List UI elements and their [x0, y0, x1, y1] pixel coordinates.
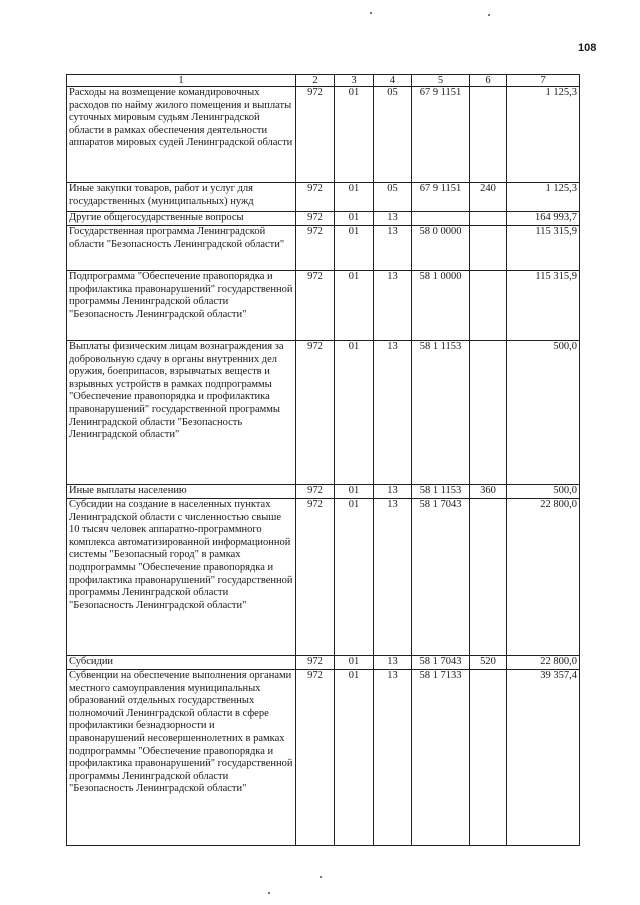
amount-cell: 1 125,3 — [507, 87, 580, 183]
row-name-cell: Иные выплаты населению — [67, 485, 296, 499]
admin-code-cell: 972 — [296, 271, 335, 341]
subsection-cell: 13 — [374, 485, 412, 499]
row-name-cell: Подпрограмма "Обеспечение правопорядка и профилактика правонарушений" государственной программы Ленинградской области "Безопасность Ленинградской области" — [67, 271, 296, 341]
subsection-cell: 13 — [374, 656, 412, 670]
table-row — [67, 226, 580, 271]
admin-code-cell: 972 — [296, 656, 335, 670]
subsection-cell: 13 — [374, 341, 412, 485]
amount-cell: 164 993,7 — [507, 212, 580, 226]
table-header-row — [67, 75, 580, 87]
expense-type-cell — [470, 271, 507, 341]
admin-code-cell: 972 — [296, 341, 335, 485]
table-row — [67, 87, 580, 183]
target-article-cell: 58 1 1153 — [412, 341, 470, 485]
section-cell: 01 — [335, 485, 374, 499]
scan-speck — [320, 876, 322, 878]
row-name-cell: Субсидии — [67, 656, 296, 670]
target-article-cell: 58 1 7043 — [412, 499, 470, 656]
amount-cell: 1 125,3 — [507, 183, 580, 212]
target-article-cell: 67 9 1151 — [412, 183, 470, 212]
admin-code-cell: 972 — [296, 485, 335, 499]
expense-type-cell: 520 — [470, 656, 507, 670]
target-article-cell: 58 1 1153 — [412, 485, 470, 499]
page-number: 108 — [578, 42, 597, 54]
section-cell: 01 — [335, 212, 374, 226]
table-row — [67, 212, 580, 226]
row-name-cell: Субвенции на обеспечение выполнения органами местного самоуправления муниципальных образований отдельных государственных полномочий Ленинградской области в сфере профилактики безнадзорности и правонарушений несовершеннолетних в рамках подпрограммы "Обеспечение правопорядка и профилактика правонарушений" государственной программы Ленинградской области "Безопасность Ленинградской области" — [67, 670, 296, 846]
amount-cell: 500,0 — [507, 341, 580, 485]
target-article-cell: 58 1 0000 — [412, 271, 470, 341]
target-article-cell: 58 0 0000 — [412, 226, 470, 271]
amount-cell: 22 800,0 — [507, 499, 580, 656]
admin-code-cell: 972 — [296, 499, 335, 656]
amount-cell: 115 315,9 — [507, 271, 580, 341]
admin-code-cell: 972 — [296, 670, 335, 846]
target-article-cell: 58 1 7133 — [412, 670, 470, 846]
expense-type-cell — [470, 212, 507, 226]
subsection-cell: 13 — [374, 212, 412, 226]
expense-type-cell: 240 — [470, 183, 507, 212]
column-header: 6 — [470, 75, 507, 87]
section-cell: 01 — [335, 87, 374, 183]
section-cell: 01 — [335, 656, 374, 670]
table-row — [67, 341, 580, 485]
column-header: 2 — [296, 75, 335, 87]
subsection-cell: 13 — [374, 271, 412, 341]
table-row — [67, 499, 580, 656]
row-name-cell: Государственная программа Ленинградской области "Безопасность Ленинградской области" — [67, 226, 296, 271]
row-name-cell: Другие общегосударственные вопросы — [67, 212, 296, 226]
section-cell: 01 — [335, 499, 374, 656]
amount-cell: 500,0 — [507, 485, 580, 499]
expense-type-cell — [470, 670, 507, 846]
column-header: 4 — [374, 75, 412, 87]
row-name-cell: Субсидии на создание в населенных пунктах Ленинградской области с численностью свыше 10 тысяч человек аппаратно-программного комплекса автоматизированной информационной системы "Безопасный город" в рамках подпрограммы "Обеспечение правопорядка и профилактика правонарушений" государственной программы Ленинградской области "Безопасность Ленинградской области" — [67, 499, 296, 656]
subsection-cell: 13 — [374, 499, 412, 656]
table-row — [67, 670, 580, 846]
row-name-cell: Расходы на возмещение командировочных расходов по найму жилого помещения и выплаты суточных мировым судьям Ленинградской области в рамках обеспечения деятельности аппаратов мировых судей Ленинградской области — [67, 87, 296, 183]
target-article-cell — [412, 212, 470, 226]
expense-type-cell — [470, 341, 507, 485]
admin-code-cell: 972 — [296, 226, 335, 271]
column-header: 3 — [335, 75, 374, 87]
row-name-cell: Иные закупки товаров, работ и услуг для государственных (муниципальных) нужд — [67, 183, 296, 212]
amount-cell: 39 357,4 — [507, 670, 580, 846]
row-name-cell: Выплаты физическим лицам вознаграждения за добровольную сдачу в органы внутренних дел оружия, боеприпасов, взрывчатых веществ и взрывных устройств в рамках подпрограммы "Обеспечение правопорядка и профилактика правонарушений" государственной программы Ленинградской области "Безопасность Ленинградской области" — [67, 341, 296, 485]
expense-type-cell — [470, 226, 507, 271]
section-cell: 01 — [335, 226, 374, 271]
subsection-cell: 05 — [374, 87, 412, 183]
admin-code-cell: 972 — [296, 87, 335, 183]
section-cell: 01 — [335, 183, 374, 212]
column-header: 1 — [67, 75, 296, 87]
target-article-cell: 67 9 1151 — [412, 87, 470, 183]
target-article-cell: 58 1 7043 — [412, 656, 470, 670]
expense-type-cell — [470, 499, 507, 656]
subsection-cell: 13 — [374, 226, 412, 271]
table-row — [67, 485, 580, 499]
amount-cell: 22 800,0 — [507, 656, 580, 670]
table-row — [67, 183, 580, 212]
budget-table — [66, 74, 580, 846]
subsection-cell: 13 — [374, 670, 412, 846]
scan-speck — [268, 892, 270, 894]
scan-speck — [370, 12, 372, 14]
column-header: 7 — [507, 75, 580, 87]
section-cell: 01 — [335, 341, 374, 485]
admin-code-cell: 972 — [296, 212, 335, 226]
section-cell: 01 — [335, 271, 374, 341]
expense-type-cell: 360 — [470, 485, 507, 499]
admin-code-cell: 972 — [296, 183, 335, 212]
scan-speck — [488, 14, 490, 16]
subsection-cell: 05 — [374, 183, 412, 212]
column-header: 5 — [412, 75, 470, 87]
expense-type-cell — [470, 87, 507, 183]
section-cell: 01 — [335, 670, 374, 846]
amount-cell: 115 315,9 — [507, 226, 580, 271]
table-row — [67, 656, 580, 670]
table-row — [67, 271, 580, 341]
